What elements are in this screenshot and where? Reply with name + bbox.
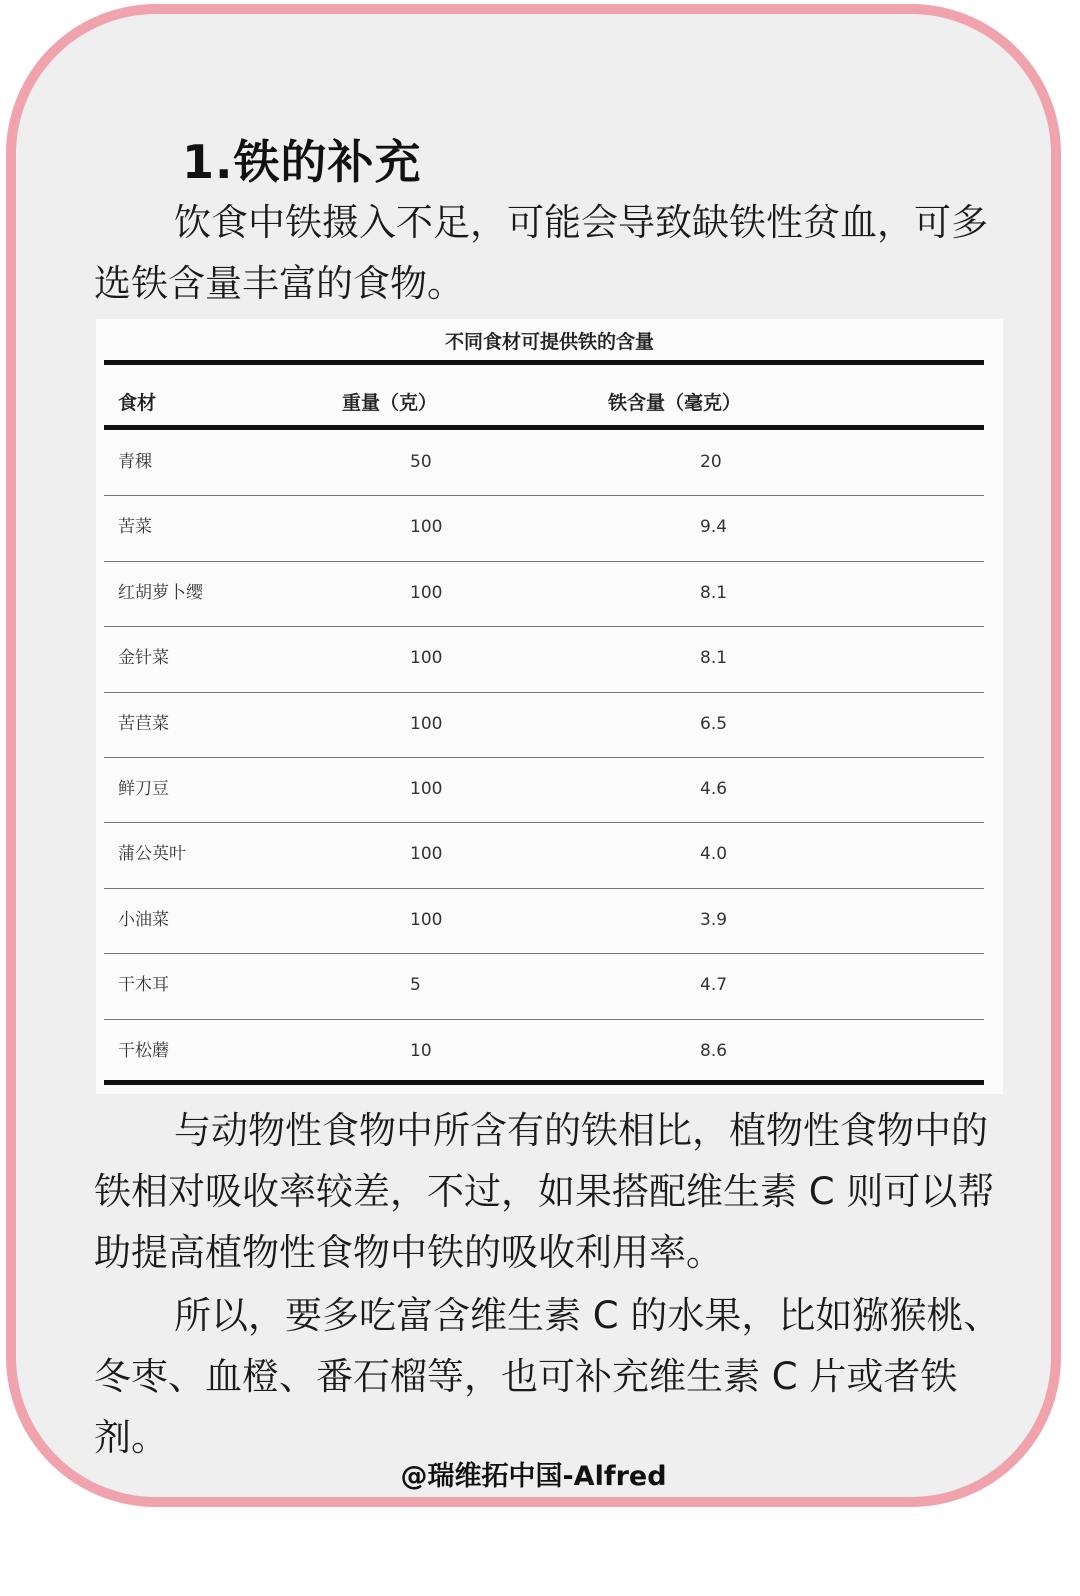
iron-cell: 4.7: [700, 975, 728, 996]
food-cell: 蒲公英叶: [118, 844, 186, 865]
iron-cell: 3.9: [700, 909, 728, 930]
table-row: [96, 822, 1003, 887]
iron-cell: 6.5: [700, 713, 728, 734]
column-header-weight: 重量（克）: [342, 392, 438, 414]
column-header-iron: 铁含量（毫克）: [608, 392, 742, 414]
iron-cell: 9.4: [700, 517, 728, 538]
weight-cell: 100: [410, 844, 443, 865]
food-cell: 干松蘑: [118, 1040, 169, 1061]
table-row: [96, 626, 1003, 691]
iron-cell: 8.1: [700, 648, 728, 669]
table-bottom-rule: [104, 1080, 984, 1085]
weight-cell: 50: [410, 452, 432, 472]
weight-cell: 100: [410, 517, 443, 538]
table-row: [96, 430, 1003, 495]
advice-text: 所以，要多吃富含维生素 C 的水果，比如猕猴桃、冬枣、血橙、番石榴等，也可补充维生素 C 片或者铁剂。: [94, 1294, 1001, 1459]
iron-content-table: [96, 319, 1003, 1094]
food-cell: 金针菜: [118, 648, 169, 669]
weight-cell: 100: [410, 648, 443, 669]
food-cell: 红胡萝卜缨: [118, 582, 203, 603]
iron-cell: 8.6: [700, 1040, 728, 1061]
weight-cell: 100: [410, 582, 443, 603]
table-row: [96, 757, 1003, 822]
food-cell: 鲜刀豆: [118, 779, 169, 799]
watermark: @瑞维拓中国-Alfred: [400, 1461, 667, 1492]
weight-cell: 100: [410, 779, 443, 799]
weight-cell: 10: [410, 1040, 432, 1061]
intro-text: 饮食中铁摄入不足，可能会导致缺铁性贫血，可多选铁含量丰富的食物。: [94, 201, 988, 305]
table-row: [96, 561, 1003, 626]
food-cell: 小油菜: [118, 909, 169, 930]
comparison-text: 与动物性食物中所含有的铁相比，植物性食物中的铁相对吸收率较差，不过，如果搭配维生素 C 则可以帮助提高植物性食物中铁的吸收利用率。: [94, 1109, 995, 1274]
table-title: 不同食材可提供铁的含量: [444, 331, 654, 353]
table-row: [96, 495, 1003, 560]
content-card: [6, 4, 1061, 1507]
intro-paragraph: [94, 192, 1014, 314]
comparison-paragraph: [94, 1100, 1014, 1283]
food-cell: 青稞: [118, 452, 152, 472]
iron-cell: 4.0: [700, 844, 728, 865]
column-header-food: 食材: [118, 392, 157, 414]
weight-cell: 100: [410, 909, 443, 930]
table-row: [96, 953, 1003, 1018]
iron-cell: 4.6: [700, 779, 728, 799]
food-cell: 苦菜: [118, 517, 152, 538]
iron-cell: 20: [700, 452, 722, 472]
section-heading: 1.铁的补充: [182, 135, 422, 189]
table-row: [96, 888, 1003, 953]
food-cell: 苦苣菜: [118, 713, 169, 734]
table-row: [96, 692, 1003, 757]
weight-cell: 100: [410, 713, 443, 734]
food-cell: 干木耳: [118, 975, 169, 996]
table-row: [96, 1019, 1003, 1084]
iron-cell: 8.1: [700, 582, 728, 603]
weight-cell: 5: [410, 975, 421, 996]
advice-paragraph: [94, 1285, 1014, 1468]
table-top-rule: [104, 360, 984, 365]
